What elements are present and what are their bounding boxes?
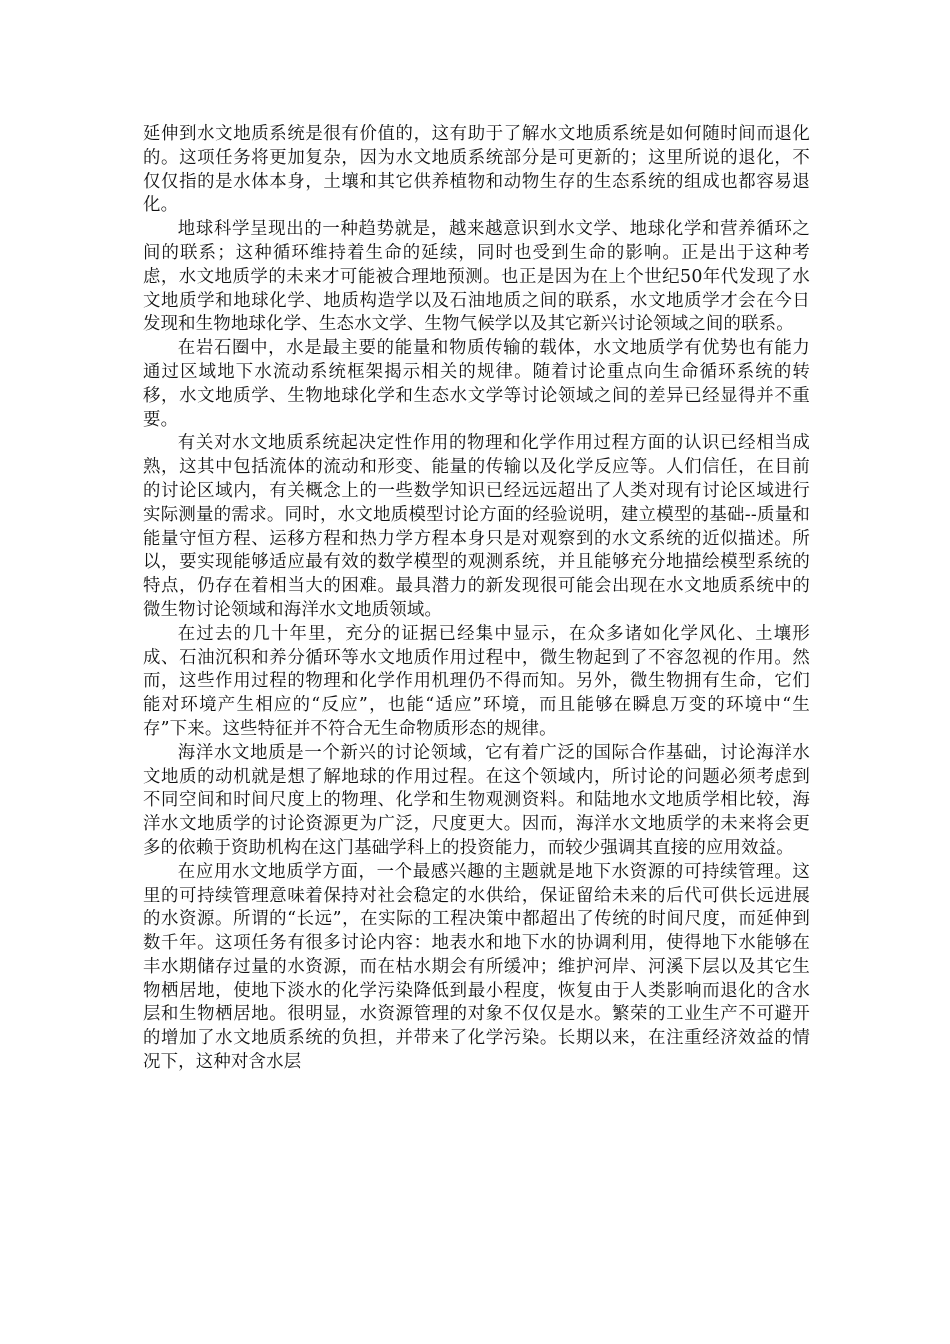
paragraph-7: 在应用水文地质学方面，一个最感兴趣的主题就是地下水资源的可持续管理。这里的可持续管理意味着保持对社会稳定的水供给，保证留给未来的后代可供长远进展的水资源。所谓的“长远”，在实际的工程决策中都超出了传统的时间尺度，而延伸到数千年。这项任务有很多讨论内容：地表水和地下水的协调利用，使得地下水能够在丰水期储存过量的水资源，而在枯水期会有所缓冲；维护河岸、河溪下层以及其它生物栖居地，使地下淡水的化学污染降低到最小程度，恢复由于人类影响而退化的含水层和生物栖居地。很明显，水资源管理的对象不仅仅是水。繁荣的工业生产不可避开的增加了水文地质系统的负担，并带来了化学污染。长期以来，在注重经济效益的情况下，这种对含水层 [143, 861, 810, 1073]
paragraph-4: 有关对水文地质系统起决定性作用的物理和化学作用过程方面的认识已经相当成熟，这其中包括流体的流动和形变、能量的传输以及化学反应等。人们信任，在目前的讨论区域内，有关概念上的一些数学知识已经远远超出了人类对现有讨论区域进行实际测量的需求。同时，水文地质模型讨论方面的经验说明，建立模型的基础--质量和能量守恒方程、运移方程和热力学方程本身只是对观察到的水文系统的近似描述。所以，要实现能够适应最有效的数学模型的观测系统，并且能够充分地描绘模型系统的特点，仍存在着相当大的困难。最具潜力的新发现很可能会出现在水文地质系统中的微生物讨论领域和海洋水文地质领域。 [143, 433, 810, 620]
paragraph-2: 地球科学呈现出的一种趋势就是，越来越意识到水文学、地球化学和营养循环之间的联系；这种循环维持着生命的延续，同时也受到生命的影响。正是出于这种考虑，水文地质学的未来才可能被合理地预测。也正是因为在上个世纪50年代发现了水文地质学和地球化学、地质构造学以及石油地质之间的联系，水文地质学才会在今日发现和生物地球化学、生态水文学、生物气候学以及其它新兴讨论领域之间的联系。 [143, 219, 810, 335]
paragraph-1: 延伸到水文地质系统是很有价值的，这有助于了解水文地质系统是如何随时间而退化的。这项任务将更加复杂，因为水文地质系统部分是可更新的；这里所说的退化，不仅仅指的是水体本身，土壤和其它供养植物和动物生存的生态系统的组成也都容易退化。 [143, 124, 810, 216]
paragraph-6: 海洋水文地质是一个新兴的讨论领域，它有着广泛的国际合作基础，讨论海洋水文地质的动机就是想了解地球的作用过程。在这个领域内，所讨论的问题必须考虑到不同空间和时间尺度上的物理、化学和生物观测资料。和陆地水文地质学相比较，海洋水文地质学的讨论资源更为广泛，尺度更大。因而，海洋水文地质学的未来将会更多的依赖于资助机构在这门基础学科上的投资能力，而较少强调其直接的应用效益。 [143, 742, 810, 858]
paragraph-3: 在岩石圈中，水是最主要的能量和物质传输的载体，水文地质学有优势也有能力通过区域地下水流动系统框架揭示相关的规律。随着讨论重点向生命循环系统的转移，水文地质学、生物地球化学和生态水文学等讨论领域之间的差异已经显得并不重要。 [143, 338, 810, 430]
paragraph-5: 在过去的几十年里，充分的证据已经集中显示，在众多诸如化学风化、土壤形成、石油沉积和养分循环等水文地质作用过程中，微生物起到了不容忽视的作用。然而，这些作用过程的物理和化学作用机理仍不得而知。另外，微生物拥有生命，它们能对环境产生相应的“反应”，也能“适应”环境，而且能够在瞬息万变的环境中“生存”下来。这些特征并不符合无生命物质形态的规律。 [143, 623, 810, 739]
document-body [143, 123, 810, 1075]
